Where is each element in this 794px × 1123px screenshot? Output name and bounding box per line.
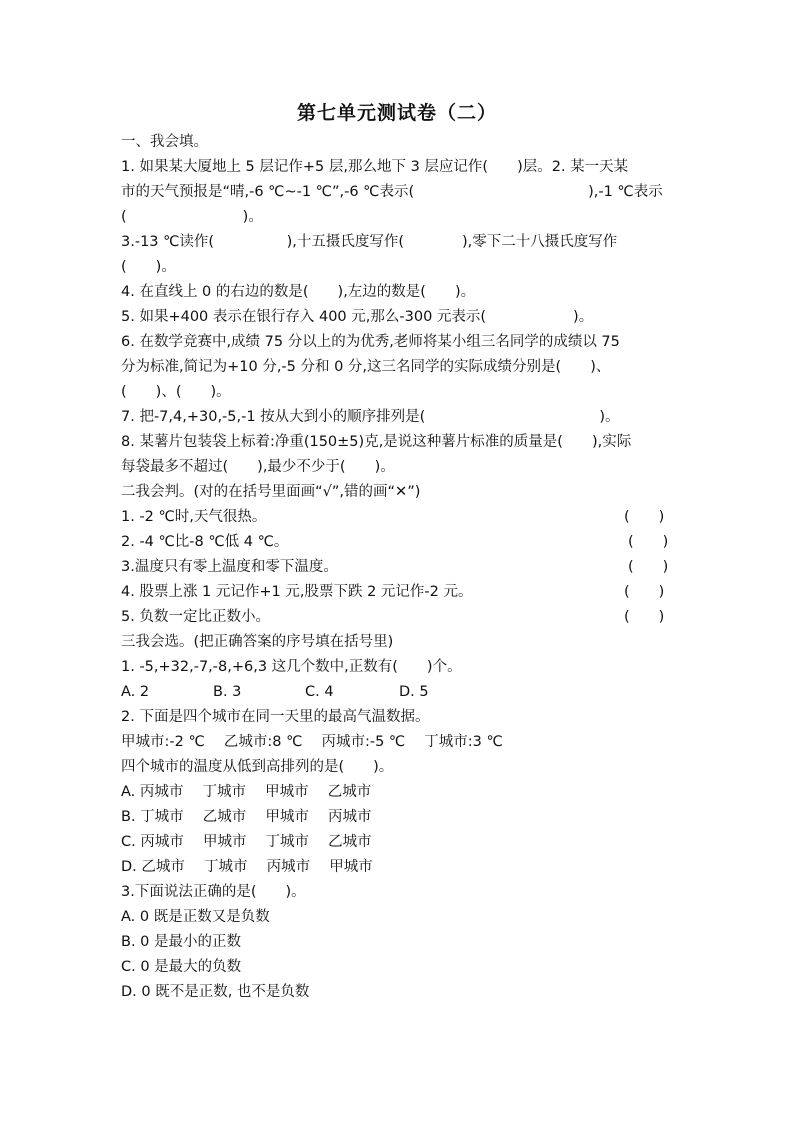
option-c[interactable]: C. 丙城市 甲城市 丁城市 乙城市 bbox=[121, 834, 372, 850]
judge-text: 4. 股票上涨 1 元记作+1 元,股票下跌 2 元记作-2 元。 bbox=[121, 584, 473, 600]
judge-item bbox=[121, 530, 669, 555]
judge-text: 5. 负数一定比正数小。 bbox=[121, 609, 270, 625]
option-b[interactable]: B. 3 bbox=[213, 684, 242, 700]
question-line: 市的天气预报是“晴,-6 ℃~-1 ℃”,-6 ℃表示( ),-1 ℃表示 bbox=[121, 184, 663, 200]
option-d[interactable]: D. 乙城市 丁城市 丙城市 甲城市 bbox=[121, 859, 373, 875]
judge-item bbox=[121, 505, 666, 530]
question-line: 每袋最多不超过( ),最少不少于( )。 bbox=[121, 459, 395, 475]
option-d[interactable]: D. 0 既不是正数, 也不是负数 bbox=[121, 984, 310, 1000]
question-line: 4. 在直线上 0 的右边的数是( ),左边的数是( )。 bbox=[121, 284, 476, 300]
option-b[interactable]: B. 0 是最小的正数 bbox=[121, 934, 241, 950]
temperature-data: 甲城市:-2 ℃ 乙城市:8 ℃ 丙城市:-5 ℃ 丁城市:3 ℃ bbox=[121, 734, 503, 750]
question-line: 5. 如果+400 表示在银行存入 400 元,那么-300 元表示( )。 bbox=[121, 309, 594, 325]
answer-bracket[interactable]: ( ) bbox=[628, 534, 669, 550]
option-row bbox=[121, 680, 666, 705]
judge-text: 3.温度只有零上温度和零下温度。 bbox=[121, 559, 338, 575]
option-b[interactable]: B. 丁城市 乙城市 甲城市 丙城市 bbox=[121, 809, 372, 825]
question-line: 8. 某薯片包装袋上标着:净重(150±5)克,是说这种薯片标准的质量是( ),实际 bbox=[121, 434, 632, 450]
question-line: 1. 如果某大厦地上 5 层记作+5 层,那么地下 3 层应记作( )层。2. 某一天某 bbox=[121, 159, 629, 175]
question-line: ( )。 bbox=[121, 209, 263, 225]
answer-bracket[interactable]: ( ) bbox=[624, 609, 665, 625]
section3-heading: 三我会选。(把正确答案的序号填在括号里) bbox=[121, 634, 394, 650]
question-ask: 四个城市的温度从低到高排列的是( )。 bbox=[121, 759, 394, 775]
option-c[interactable]: C. 4 bbox=[305, 684, 334, 700]
question-stem: 2. 下面是四个城市在同一天里的最高气温数据。 bbox=[121, 709, 430, 725]
question-line: 6. 在数学竞赛中,成绩 75 分以上的为优秀,老师将某小组三名同学的成绩以 75 bbox=[121, 334, 620, 350]
judge-text: 1. -2 ℃时,天气很热。 bbox=[121, 509, 267, 525]
option-a[interactable]: A. 2 bbox=[121, 684, 150, 700]
section2-heading: 二我会判。(对的在括号里面画“√”,错的画“✕”) bbox=[121, 484, 421, 500]
exam-content bbox=[121, 130, 669, 1005]
page-title: 第七单元测试卷（二） bbox=[296, 102, 497, 124]
option-d[interactable]: D. 5 bbox=[399, 684, 429, 700]
answer-bracket[interactable]: ( ) bbox=[624, 584, 665, 600]
question-line: 分为标准,简记为+10 分,-5 分和 0 分,这三名同学的实际成绩分别是( )、 bbox=[121, 359, 611, 375]
question-line: 7. 把-7,4,+30,-5,-1 按从大到小的顺序排列是( )。 bbox=[121, 409, 620, 425]
judge-item bbox=[121, 580, 666, 605]
question-stem: 3.下面说法正确的是( )。 bbox=[121, 884, 306, 900]
question-stem: 1. -5,+32,-7,-8,+6,3 这几个数中,正数有( )个。 bbox=[121, 659, 462, 675]
question-line: ( )、( )。 bbox=[121, 384, 231, 400]
judge-text: 2. -4 ℃比-8 ℃低 4 ℃。 bbox=[121, 534, 289, 550]
option-a[interactable]: A. 0 既是正数又是负数 bbox=[121, 909, 270, 925]
option-a[interactable]: A. 丙城市 丁城市 甲城市 乙城市 bbox=[121, 784, 372, 800]
question-line: ( )。 bbox=[121, 259, 176, 275]
answer-bracket[interactable]: ( ) bbox=[624, 509, 665, 525]
section1-heading: 一、我会填。 bbox=[121, 134, 208, 150]
question-line: 3.-13 ℃读作( ),十五摄氏度写作( ),零下二十八摄氏度写作 bbox=[121, 234, 618, 250]
judge-item bbox=[121, 605, 666, 630]
option-c[interactable]: C. 0 是最大的负数 bbox=[121, 959, 242, 975]
answer-bracket[interactable]: ( ) bbox=[628, 559, 669, 575]
judge-item bbox=[121, 555, 669, 580]
